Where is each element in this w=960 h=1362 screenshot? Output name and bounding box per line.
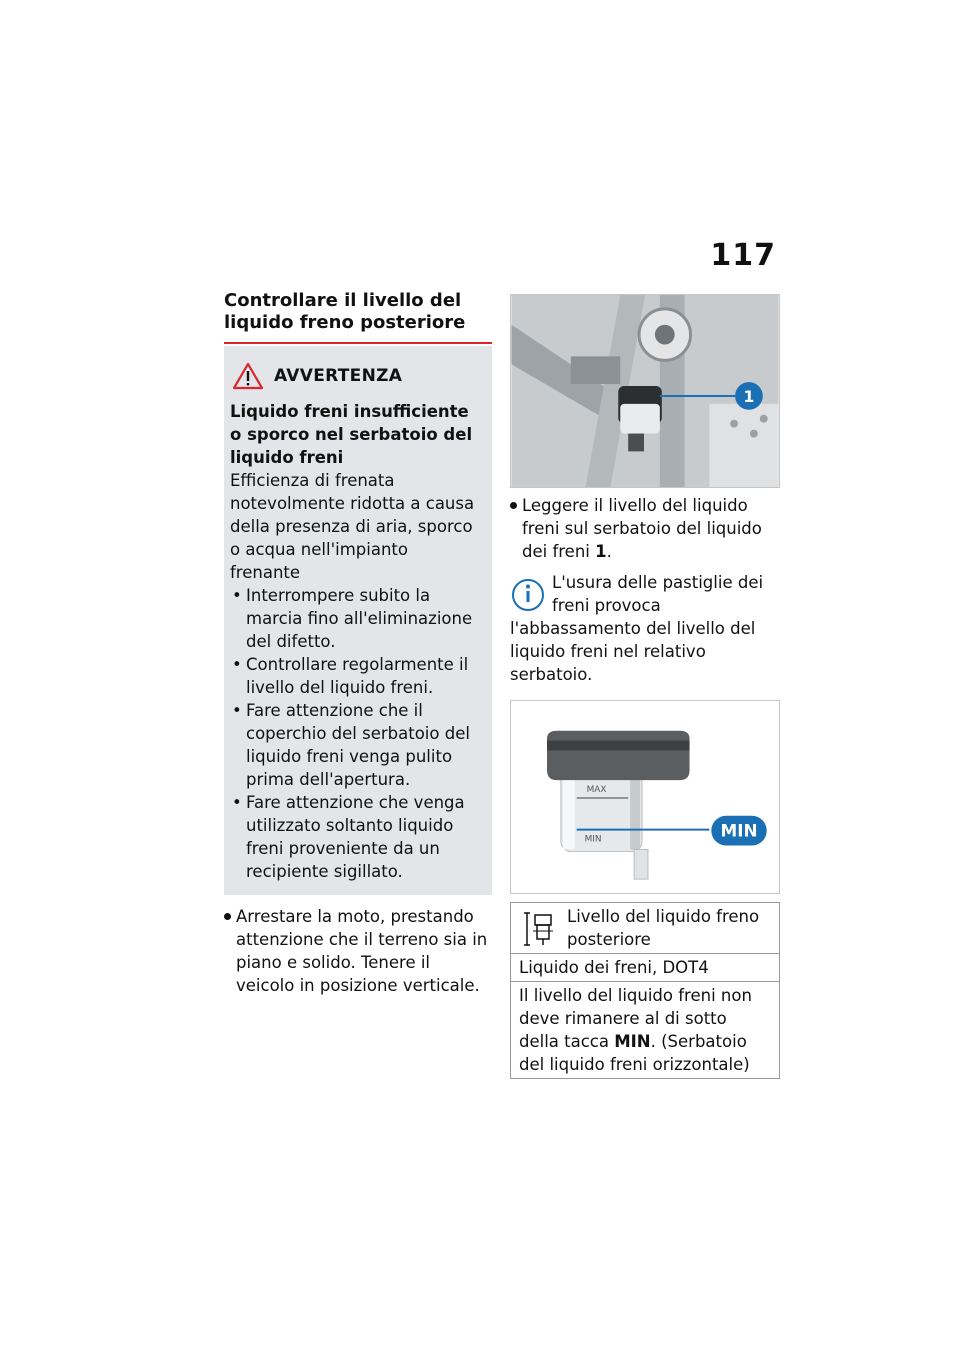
left-column [224,290,492,997]
svg-text:MAX: MAX [586,785,607,796]
spec-level-text: Il livello del liquido freni non deve rimanere al di sotto della tacca [519,986,752,1051]
brake-reservoir-photo [510,294,780,488]
warning-header [230,362,482,390]
spec-header: Livello del liquido freno posteriore [567,907,760,949]
reservoir-diagram [510,700,780,894]
svg-text:MIN: MIN [584,834,602,845]
step-park-vehicle [224,905,492,997]
step-read-level [510,494,780,563]
min-callout [711,816,766,846]
step-bullet [224,913,231,920]
svg-text:MIN: MIN [720,820,758,841]
photo-callout [735,382,763,410]
section-title: Controllare il livello del liquido freno posteriore [224,290,492,344]
step-bullet [510,502,517,509]
note-text: L'usura delle pastiglie dei freni provoca l'abbassamento del livello del liquido freni nel relativo serbatoio. [510,573,764,684]
spec-level-suffix: . (Serbatoio del liquido freni orizzontale) [519,1032,750,1074]
warning-item: • Fare attenzione che venga utilizzato soltanto liquido freni proveniente da un recipiente sigillato. [230,791,482,883]
right-column [510,294,780,1079]
warning-item: • Interrompere subito la marcia fino all'eliminazione del difetto. [230,584,482,653]
page-number: 117 [710,238,776,273]
warning-item: • Fare attenzione che il coperchio del serbatoio del liquido freni venga pulito prima dell'apertura. [230,699,482,791]
warning-text: Efficienza di frenata notevolmente ridotta a causa della presenza di aria, sporco o acqua nell'impianto frenante [230,471,475,582]
spec-row [511,954,780,982]
spec-fluid: Liquido dei freni, DOT4 [511,954,780,982]
warning-box [224,346,492,895]
svg-text:1: 1 [743,386,755,406]
step-reference: 1 [595,542,607,561]
warning-subtitle: Liquido freni insufficiente o sporco nel serbatoio del liquido freni [230,402,473,467]
warning-title: AVVERTENZA [274,365,403,386]
step-text-suffix: . [606,542,612,561]
info-note [510,571,780,686]
spec-row [511,982,780,1079]
warning-list [230,584,482,883]
warning-item: • Controllare regolarmente il livello del liquido freni. [230,653,482,699]
spec-header-row [511,903,780,954]
spec-table [510,902,780,1079]
spec-min-mark: MIN [614,1032,651,1051]
gauge-icon [523,909,557,949]
step-text: Arrestare la moto, prestando attenzione che il terreno sia in piano e solido. Tenere il veicolo in posizione verticale. [236,907,488,995]
warning-triangle-icon [232,362,264,390]
info-icon [508,573,548,613]
step-text: Leggere il livello del liquido freni sul serbatoio del liquido dei freni [522,496,762,561]
